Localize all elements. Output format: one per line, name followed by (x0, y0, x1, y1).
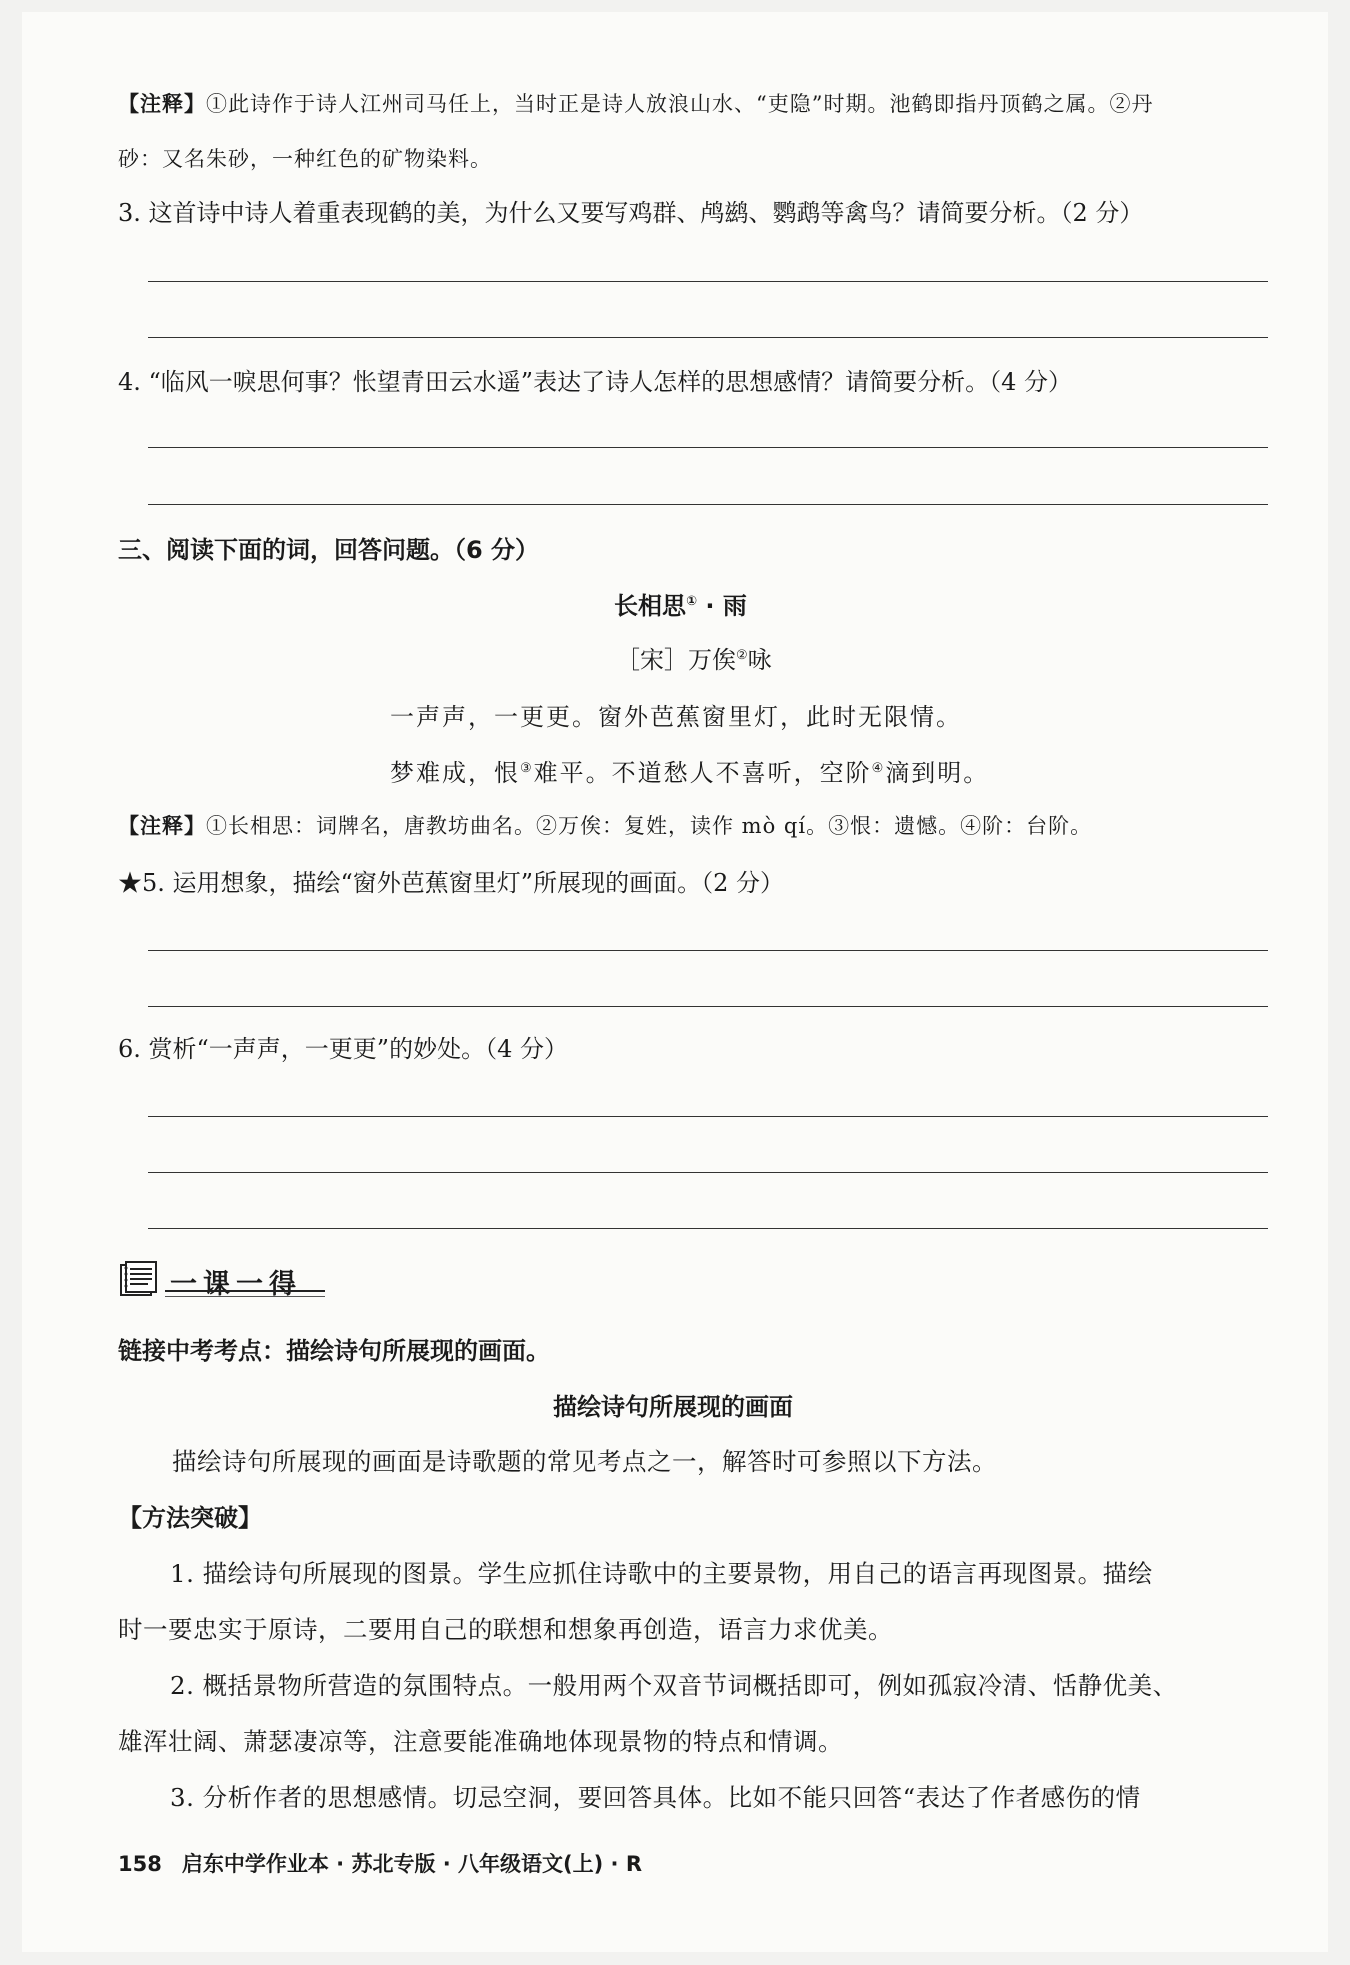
answer-line[interactable] (148, 337, 1268, 338)
method-2-line-1: 2. 概括景物所营造的氛围特点。一般用两个双音节词概括即可，例如孤寂冷清、恬静优美、 (170, 1671, 1178, 1700)
poem-line-2-part-a: 梦难成，恨 (390, 759, 520, 787)
author-name: 咏 (747, 646, 772, 674)
poem-title (614, 586, 747, 621)
question-3: 3. 这首诗中诗人着重表现鹤的美，为什么又要写鸡群、鸬鹚、鹦鹉等禽鸟？请简要分析。（2 分） (118, 199, 1144, 227)
page-sheet (22, 12, 1328, 1952)
note-text: ①此诗作于诗人江州司马任上，当时正是诗人放浪山水、“吏隐”时期。池鹤即指丹顶鹤之属。②丹 (206, 92, 1154, 116)
banner-underline (165, 1290, 325, 1292)
footnote-marker: ① (686, 594, 698, 609)
answer-line[interactable] (148, 281, 1268, 282)
method-1-line-1: 1. 描绘诗句所展现的图景。学生应抓住诗歌中的主要景物，用自己的语言再现图景。描绘 (170, 1559, 1153, 1588)
footer (118, 1848, 642, 1878)
answer-line[interactable] (148, 1116, 1268, 1117)
question-5: ★5. 运用想象，描绘“窗外芭蕉窗里灯”所展现的画面。（2 分） (118, 869, 784, 897)
poem-line-1: 一声声，一更更。窗外芭蕉窗里灯，此时无限情。 (390, 703, 962, 731)
answer-line[interactable] (148, 1228, 1268, 1229)
notebook-icon (118, 1261, 160, 1299)
answer-line[interactable] (148, 950, 1268, 951)
poem-note-line2: 砂：又名朱砂，一种红色的矿物染料。 (118, 147, 492, 171)
banner-title: 一课一得 (170, 1269, 302, 1300)
poem-line-2-part-c: 滴到明。 (885, 759, 990, 787)
answer-line[interactable] (148, 1172, 1268, 1173)
poem-note (118, 810, 1092, 840)
footnote-marker: ② (736, 648, 748, 663)
answer-line[interactable] (148, 1006, 1268, 1007)
method-3-line-1: 3. 分析作者的思想感情。切忌空洞，要回答具体。比如不能只回答“表达了作者感伤的情 (170, 1783, 1141, 1812)
poem-title-rest: · 雨 (697, 592, 747, 620)
poem-author (616, 640, 772, 675)
note-label: 【注释】 (118, 92, 206, 116)
footnote-marker: ④ (871, 761, 886, 776)
poem-line-2 (390, 753, 989, 788)
poem-line-2-part-b: 难平。不道愁人不喜听，空阶 (533, 759, 872, 787)
lesson-subtitle: 描绘诗句所展现的画面 (553, 1393, 793, 1421)
footnote-marker: ③ (520, 761, 534, 776)
question-6: 6. 赏析“一声声，一更更”的妙处。（4 分） (118, 1035, 568, 1063)
note-label: 【注释】 (118, 814, 206, 838)
exam-link: 链接中考考点：描绘诗句所展现的画面。 (118, 1337, 550, 1365)
book-title: 启东中学作业本 · 苏北专版 · 八年级语文(上) · R (181, 1852, 643, 1876)
poem-note-line1 (118, 88, 1153, 118)
method-1-line-2: 时一要忠实于原诗，二要用自己的联想和想象再创造，语言力求优美。 (118, 1615, 893, 1644)
poem-title-main: 长相思 (614, 592, 686, 620)
page-number: 158 (118, 1852, 162, 1876)
author-prefix: ［宋］万俟 (616, 646, 736, 674)
question-4: 4. “临风一唳思何事？怅望青田云水遥”表达了诗人怎样的思想感情？请简要分析。（4 分） (118, 368, 1072, 396)
lesson-intro: 描绘诗句所展现的画面是诗歌题的常见考点之一，解答时可参照以下方法。 (172, 1447, 997, 1476)
note-text: ①长相思：词牌名，唐教坊曲名。②万俟：复姓，读作 mò qí。③恨：遗憾。④阶：台阶。 (206, 814, 1093, 838)
section-3-heading: 三、阅读下面的词，回答问题。（6 分） (118, 536, 540, 564)
answer-line[interactable] (148, 504, 1268, 505)
method-label: 【方法突破】 (118, 1504, 262, 1532)
method-2-line-2: 雄浑壮阔、萧瑟凄凉等，注意要能准确地体现景物的特点和情调。 (118, 1727, 843, 1756)
banner-underline (165, 1296, 325, 1297)
answer-line[interactable] (148, 447, 1268, 448)
